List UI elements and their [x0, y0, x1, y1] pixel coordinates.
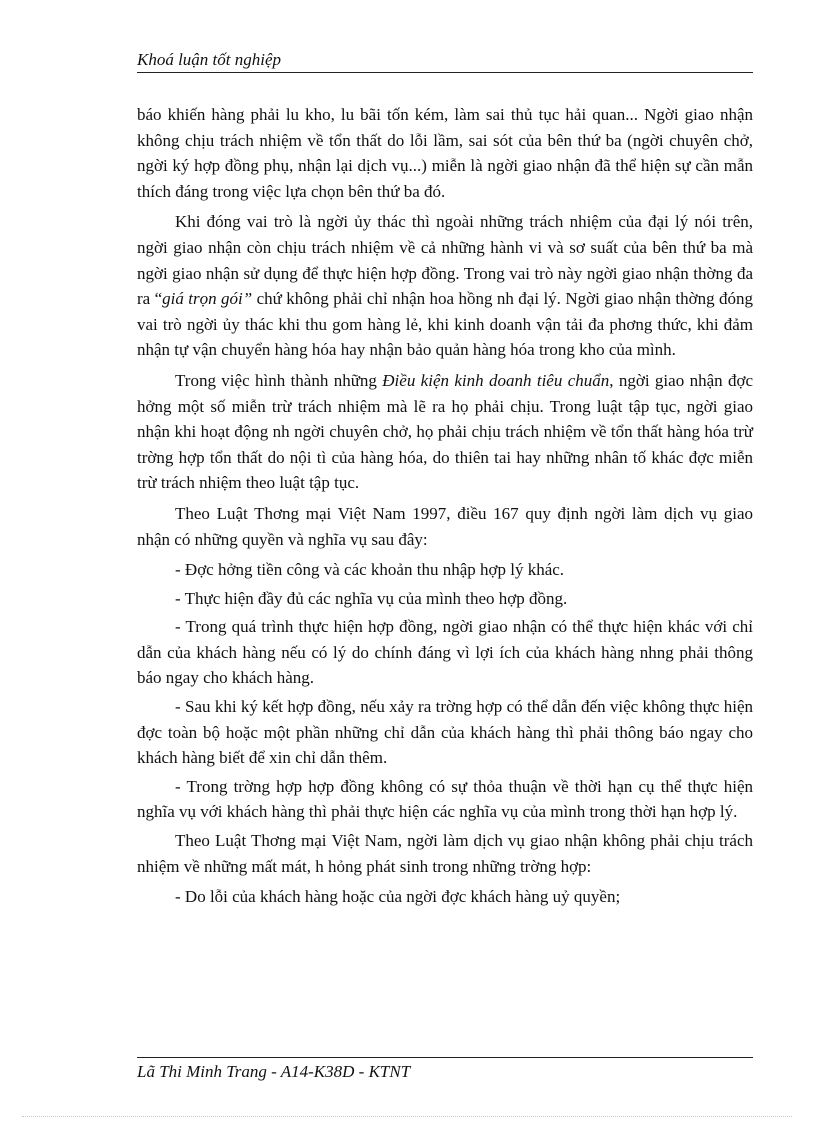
emphasis-standard-conditions: Điều kiện kinh doanh tiêu chuẩn — [382, 370, 610, 390]
footer-author: Lã Thi Minh Trang - A14-K38D - KTNT — [137, 1062, 411, 1081]
paragraph-continued: báo khiến hàng phải lu kho, lu bãi tốn kém, làm sai thủ tục hải quan... Ngời giao nhận không chịu trách nhiệm về tổn thất do lỗi lầm, sai sót của bên thứ ba (ngời chuyên chở, ngời ký hợp đồng phụ, nhận lại dịch vụ...) miễn là ngời giao nhận đã thể hiện sự cần mẫn thích đáng trong việc lựa chọn bên thứ ba đó. — [137, 105, 753, 201]
list-item: - Trong quá trình thực hiện hợp đồng, ngời giao nhận có thể thực hiện khác với chỉ dẫn của khách hàng nếu có lý do chính đáng vì lợi ích của khách hàng nhng phải thông báo ngay cho khách hàng. — [137, 617, 753, 688]
list-item: - Sau khi ký kết hợp đồng, nếu xảy ra trờng hợp có thể dẫn đến việc không thực hiện đợc toàn bộ hoặc một phần những chỉ dẫn của khách hàng thì phải thông báo ngay cho khách hàng biết để xin chỉ dẫn thêm. — [137, 697, 753, 768]
list-item: - Trong trờng hợp hợp đồng không có sự thỏa thuận về thời hạn cụ thể thực hiện nghĩa vụ với khách hàng thì phải thực hiện các nghĩa vụ của mình trong thời hạn hợp lý. — [137, 776, 753, 822]
page-header — [137, 50, 753, 73]
page-bottom-dotted-border — [22, 1116, 792, 1117]
list-item: - Đợc hởng tiền công và các khoản thu nhập hợp lý khác. — [175, 560, 565, 580]
document-body — [137, 102, 753, 913]
paragraph-exemptions: Theo Luật Thơng mại Việt Nam, ngời làm dịch vụ giao nhận không phải chịu trách nhiệm về những mất mát, h hỏng phát sinh trong những trờng hợp: — [137, 831, 753, 876]
page-footer — [137, 1061, 410, 1083]
footer-divider — [137, 1057, 753, 1058]
paragraph-standard-conditions: Trong việc hình thành những Điều kiện kinh doanh tiêu chuẩn, ngời giao nhận đợc hởng một số miễn trừ trách nhiệm mà lẽ ra họ phải chịu. Trong luật tập tục, ngời giao nhận khi hoạt động nh ngời chuyên chở, họ phải chịu trách nhiệm về tổn thất hàng hóa trừ trờng hợp tổn thất do nội tì của hàng hóa, do thiên tai hay những nhân tố khác đợc miễn trừ trách nhiệm theo luật tập tục. — [137, 370, 754, 493]
list-item: - Thực hiện đầy đủ các nghĩa vụ của mình theo hợp đồng. — [175, 588, 568, 608]
paragraph-entrusting-role: Khi đóng vai trò là ngời ủy thác thì ngoài những trách nhiệm của đại lý nói trên, ngời giao nhận còn chịu trách nhiệm về cả những hành vi và sơ suất của bên thứ ba mà ngời giao nhận sử dụng để thực hiện hợp đồng. Trong vai trò này ngời giao nhận thờng đa ra “giá trọn gói” chứ không phải chỉ nhận hoa hồng nh đại lý. Ngời giao nhận thờng đóng vai trò ngời ủy thác khi thu gom hàng lẻ, khi kinh doanh vận tải đa phơng thức, khi đảm nhận tự vận chuyển hàng hóa hay nhận bảo quản hàng hóa trong kho của mình. — [137, 212, 753, 360]
list-item: - Do lỗi của khách hàng hoặc của ngời đợc khách hàng uỷ quyền; — [175, 887, 621, 907]
emphasis-package-price: giá trọn gói” — [162, 289, 253, 309]
header-title: Khoá luận tốt nghiệp — [137, 50, 282, 69]
paragraph-commerce-law-1997: Theo Luật Thơng mại Việt Nam 1997, điều 167 quy định ngời làm dịch vụ giao nhận có những quyền và nghĩa vụ sau đây: — [137, 503, 753, 549]
